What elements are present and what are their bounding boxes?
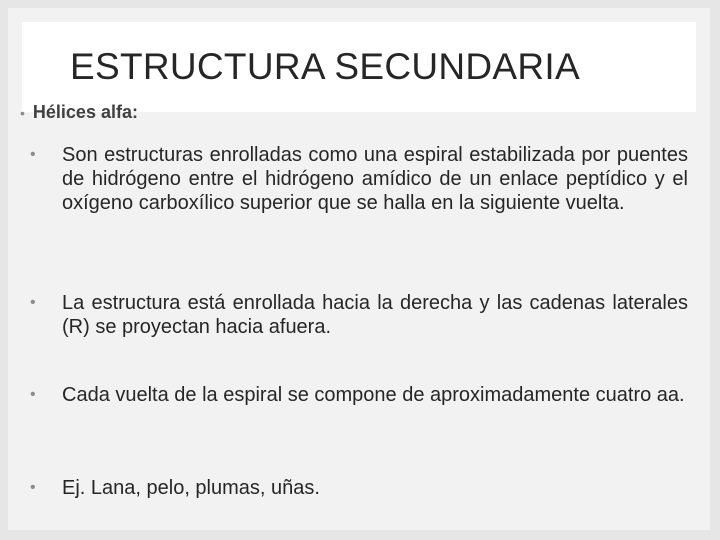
bullet-icon: •	[30, 479, 36, 496]
bullet-item-text: Cada vuelta de la espiral se compone de aproximadamente cuatro aa.	[62, 384, 685, 406]
bullet-item-text: Son estructuras enrolladas como una espiral estabilizada por puentes de hidrógeno entre el hidrógeno amídico de un enlace peptídico y el oxígeno carboxílico superior que se halla en la siguiente vuelta.	[62, 144, 688, 214]
bullet-item	[30, 383, 688, 407]
subheading-text: Hélices alfa:	[32, 102, 138, 122]
bullet-icon: •	[20, 105, 25, 121]
bullet-icon: •	[30, 294, 36, 311]
bullet-icon: •	[30, 146, 36, 163]
bullet-item	[30, 476, 688, 500]
title-box	[22, 22, 696, 112]
subheading	[20, 102, 138, 123]
bullet-item	[30, 291, 688, 339]
bullet-item	[30, 143, 688, 215]
slide-title: ESTRUCTURA SECUNDARIA	[70, 46, 580, 87]
bullet-item-text: La estructura está enrollada hacia la derecha y las cadenas laterales (R) se proyectan hacia afuera.	[62, 292, 688, 338]
slide	[8, 8, 710, 530]
bullet-item-text: Ej. Lana, pelo, plumas, uñas.	[62, 477, 320, 499]
bullet-icon: •	[30, 386, 36, 403]
